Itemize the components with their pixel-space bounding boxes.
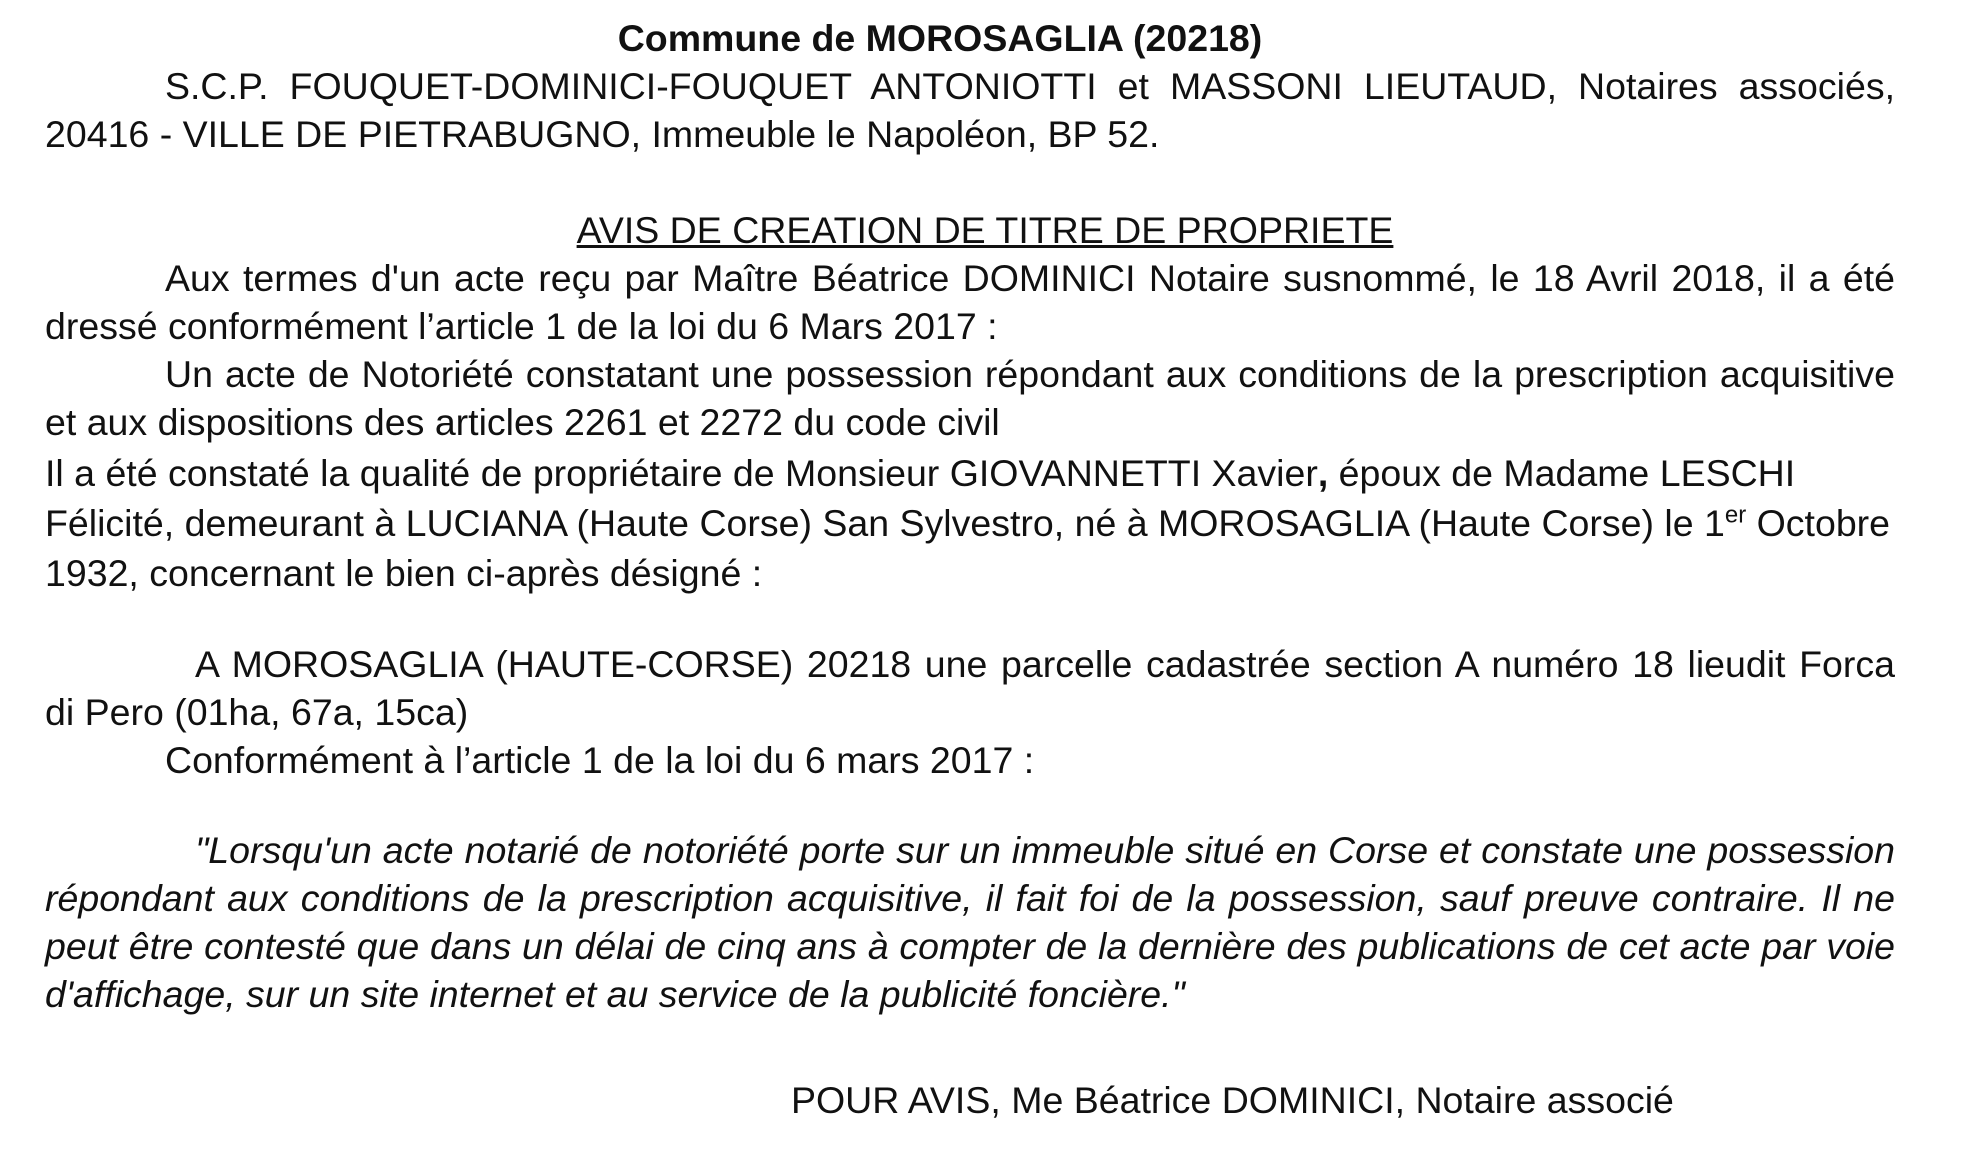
spacer: [45, 598, 1895, 640]
conformity-paragraph: Conformément à l’article 1 de la loi du 6 mars 2017 :: [165, 739, 1035, 781]
parcel-paragraph: A MOROSAGLIA (HAUTE-CORSE) 20218 une parcelle cadastrée section A numéro 18 lieudit Forca di Pero (01ha, 67a, 15ca): [45, 643, 1895, 733]
owner-comma: ,: [1317, 452, 1329, 494]
commune-title: Commune de MOROSAGLIA (20218): [617, 17, 1263, 59]
notary-office: S.C.P. FOUQUET-DOMINICI-FOUQUET ANTONIOTTI et MASSONI LIEUTAUD, Notaires associés, 20416 - VILLE DE PIETRABUGNO, Immeuble le Napoléon, BP 52.: [45, 65, 1895, 155]
owner-text-end: Octobre 1932, concernant le bien ci-après désigné :: [45, 502, 1891, 594]
owner-text-middle: époux de Madame LESCHI Félicité, demeurant à LUCIANA (Haute Corse) San Sylvestro, né à MOROSAGLIA (Haute Corse) le 1: [45, 452, 1796, 544]
owner-paragraph: [45, 448, 1895, 598]
ordinal-superscript: er: [1724, 501, 1747, 529]
spacer: [45, 784, 1895, 826]
law-quote: "Lorsqu'un acte notarié de notoriété porte sur un immeuble situé en Corse et constate une possession répondant aux conditions de la prescription acquisitive, il fait foi de la possession, sauf preuve contraire. Il ne peut être contesté que dans un délai de cinq ans à compter de la dernière des publications de cet acte par voie d'affichage, sur un site internet et au service de la publicité foncière.": [45, 829, 1895, 1015]
owner-text-start: Il a été constaté la qualité de propriétaire de Monsieur GIOVANNETTI Xavier: [45, 452, 1318, 494]
signature-line: POUR AVIS, Me Béatrice DOMINICI, Notaire associé: [791, 1079, 1674, 1121]
notice-heading: AVIS DE CREATION DE TITRE DE PROPRIETE: [576, 209, 1394, 251]
notoriety-paragraph: Un acte de Notoriété constatant une possession répondant aux conditions de la prescription acquisitive et aux dispositions des articles 2261 et 2272 du code civil: [45, 353, 1895, 443]
deed-paragraph: Aux termes d'un acte reçu par Maître Béatrice DOMINICI Notaire susnommé, le 18 Avril 2018, il a été dressé conformément l’article 1 de la loi du 6 Mars 2017 :: [45, 257, 1895, 347]
